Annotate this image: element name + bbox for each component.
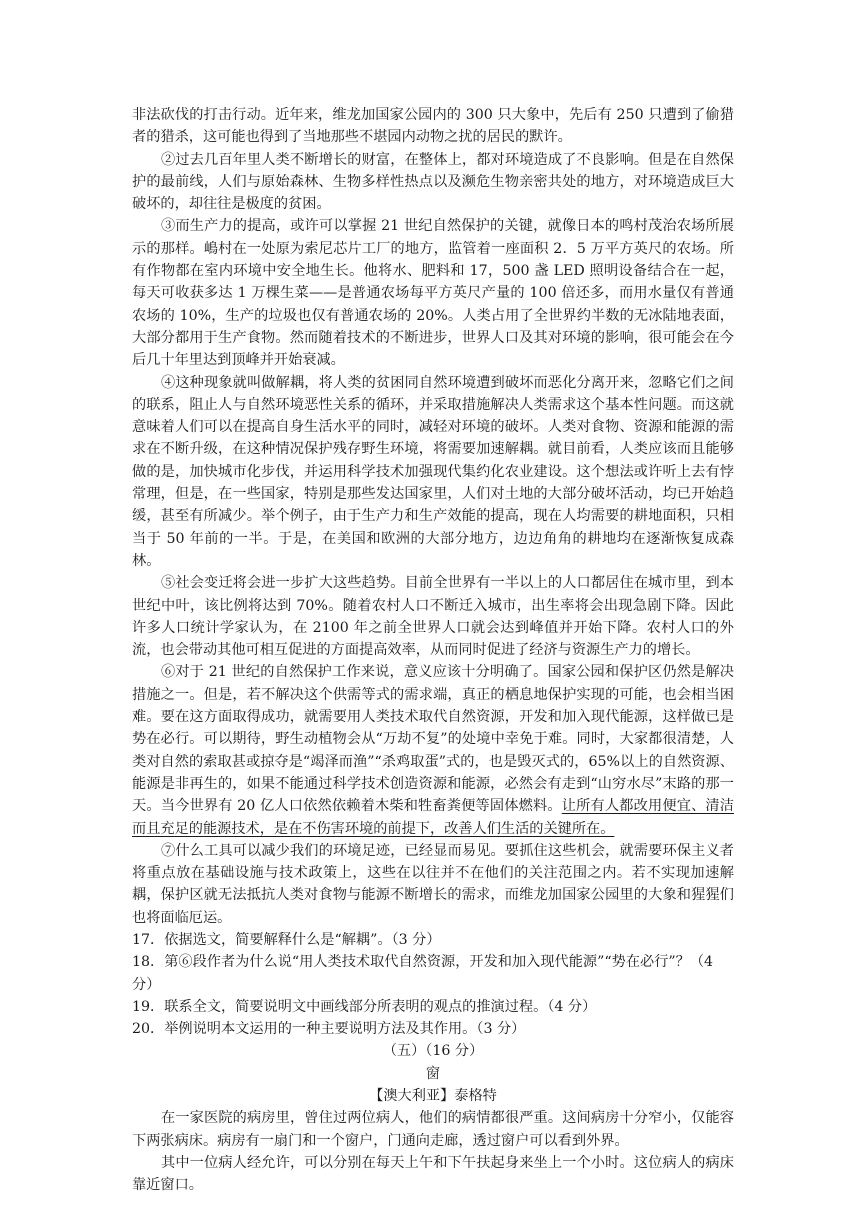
paragraph-3: ③而生产力的提高，或许可以掌握 21 世纪自然保护的关键，就像日本的鸣村茂治农场所展示的那样。嶋村在一处原为索尼芯片工厂的地方，监管着一座面积 2．5 万平方英尺的农场。所有作物都在室内环境中安全地生长。他将水、肥料和 17，500 盏 LED 照明设备结合在一起，每天可收获多达 1 万棵生菜——是普通农场每平方英尺产量的 100 倍还多，而用水量仅有普通农场的 10%，生产的垃圾也仅有普通农场的 20%。人类占用了全世界约半数的无冰陆地表面，大部分都用于生产食物。然而随着技术的不断进步，世界人口及其对环境的影响，很可能会在今后几十年里达到顶峰并开始衰减。: [132, 218, 734, 369]
question-20: 20．举例说明本文运用的一种主要说明方法及其作用。（3 分）: [132, 1021, 526, 1038]
underlined-sentence: 让所有人都改用便宜、清洁而且充足的能源技术，是在不伤害环境的前提下，改善人们生活的关键所在。: [132, 798, 734, 837]
story-paragraph-1: 在一家医院的病房里，曾住过两位病人，他们的病情都很严重。这间病房十分窄小，仅能容下两张病床。病房有一扇门和一个窗户，门通向走廊，透过窗户可以看到外界。: [132, 1110, 734, 1149]
story-title: 窗: [425, 1065, 441, 1082]
paragraph-6-text: ⑥对于 21 世纪的自然保护工作来说，意义应该十分明确了。国家公园和保护区仍然是解决措施之一。但是，若不解决这个供需等式的需求端，真正的栖息地保护实现的可能，也会相当困难。要在这方面取得成功，就需要用人类技术取代自然资源，开发和加入现代能源，这样做已是势在必行。可以期待，野生动植物会从“万劫不复”的处境中幸免于难。同时，大家都很清楚，人类对自然的索取甚或掠夺是“竭泽而渔”“杀鸡取蛋”式的，也是毁灭式的，65%以上的自然资源、能源是非再生的，如果不能通过科学技术创造资源和能源，必然会有走到“山穷水尽”末路的那一天。当今世界有 20 亿人口依然依赖着木柴和牲畜粪便等固体燃料。: [132, 664, 734, 815]
story-paragraph-2: 其中一位病人经允许，可以分别在每天上午和下午扶起身来坐上一个小时。这位病人的病床靠近窗口。: [132, 1154, 734, 1194]
paragraph-7: ⑦什么工具可以减少我们的环境足迹，已经显而易见。要抓住这些机会，就需要环保主义者将重点放在基础设施与技术政策上，这些在以往并不在他们的关注范围之内。若不实现加速解耦，保护区就无法抵抗人类对食物与能源不断增长的需求，而维龙加国家公园里的大象和猩猩们也将面临厄运。: [132, 842, 734, 926]
paragraph-4: ④这种现象就叫做解耦，将人类的贫困同自然环境遭到破坏而恶化分离开来，忽略它们之间的联系，阻止人与自然环境恶性关系的循环，并采取措施解决人类需求这个基本性问题。而这就意味着人们可以在提高自身生活水平的同时，减轻对环境的破坏。人类对食物、资源和能源的需求在不断升级，在这种情况保护残存野生环境，将需要加速解耦。就目前看，人类应该而且能够做的是，加快城市化步伐，并运用科学技术加强现代集约化农业建设。这个想法或许听上去有悖常理，但是，在一些国家，特别是那些发达国家里，人们对土地的大部分破坏活动，均已开始趋缓，甚至有所减少。举个例子，由于生产力和生产效能的提高，现在人均需要的耕地面积，只相当于 50 年前的一半。于是，在美国和欧洲的大部分地方，边边角角的耕地均在逐渐恢复成森林。: [132, 374, 734, 569]
paragraph-5: ⑤社会变迁将会进一步扩大这些趋势。目前全世界有一半以上的人口都居住在城市里，到本世纪中叶，该比例将达到 70%。随着农村人口不断迁入城市，出生率将会出现急剧下降。因此许多人口统计学家认为，在 2100 年之前全世界人口就会达到峰值并开始下降。农村人口的外流，也会带动其他可相互促进的方面提高效率，从而同时促进了经济与资源生产力的增长。: [132, 575, 734, 659]
story-author: 【澳大利亚】泰格特: [369, 1088, 497, 1105]
question-18: 18．第⑥段作者为什么说“用人类技术取代自然资源，开发和加入现代能源”“势在必行”？（4 分）: [132, 954, 714, 993]
question-19: 19．联系全文，简要说明文中画线部分所表明的观点的推演过程。（4 分）: [132, 998, 597, 1015]
paragraph-2: ②过去几百年里人类不断增长的财富，在整体上，都对环境造成了不良影响。但是在自然保护的最前线，人们与原始森林、生物多样性热点以及濒危生物亲密共处的地方，对环境造成巨大破坏的，却往往是极度的贫困。: [132, 151, 734, 213]
paragraph-6: [132, 661, 734, 839]
question-list: [132, 929, 734, 1040]
question-17: 17．依据选文，简要解释什么是“解耦”。（3 分）: [132, 931, 441, 948]
section-header: （五）（16 分）: [382, 1043, 484, 1060]
paragraph-continuation: 非法砍伐的打击行动。近年来，维龙加国家公园内的 300 只大象中，先后有 250 只遭到了偷猎者的猎杀，这可能也得到了当地那些不堪园内动物之扰的居民的默许。: [132, 107, 734, 146]
article-body: [132, 104, 734, 1197]
